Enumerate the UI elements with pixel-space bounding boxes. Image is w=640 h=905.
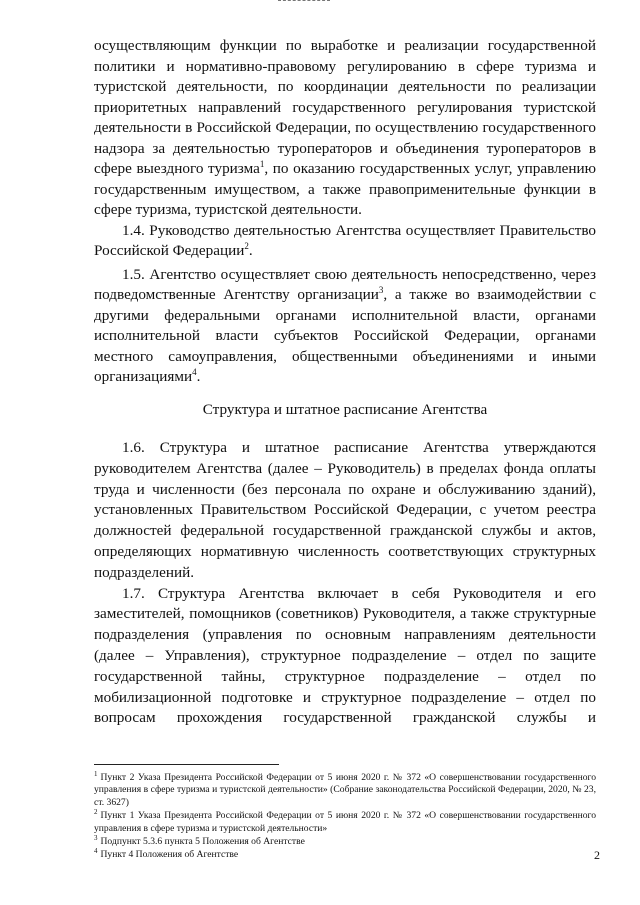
footnotes xyxy=(94,769,596,863)
body-text-top xyxy=(94,36,596,388)
para-1-5-line: исполнительной власти субъектов Российской Федерации, органами xyxy=(94,327,596,344)
para-1-5-part: , а также во взаимодействии с xyxy=(383,286,597,303)
intro-line: надзора за деятельностью туроператоров и объединения туроператоров в xyxy=(94,139,596,157)
para-1-7-line: (далее – Управления), структурное подразделение – отдел по защите xyxy=(94,646,596,664)
footnote-ref-4[interactable]: 4 xyxy=(192,366,197,377)
body-text-bottom xyxy=(94,438,596,729)
footnote-2 xyxy=(94,810,596,835)
footnote-ref-1[interactable]: 1 xyxy=(259,158,265,169)
footnote-ref-2[interactable]: 2 xyxy=(244,240,249,251)
footnote-ref-3[interactable]: 3 xyxy=(378,284,384,295)
footnote-text: Пункт 1 Указа Президента Российской Федерации от 5 июня 2020 г. № 372 «О совершенствовании государственного управления в сфере туризма и туристской деятельности» xyxy=(94,810,596,834)
para-1-5-line: другими федеральными органами исполнительной власти, органами xyxy=(94,306,596,324)
para-1-6-line: определяющих нормативную численность соответствующих структурных xyxy=(94,542,596,560)
intro-line-with-footnote xyxy=(94,159,596,180)
para-1-6-line: труда и численности (без персонала по охране и обслуживанию зданий), xyxy=(94,480,596,498)
intro-line-part: , по оказанию государственных услуг, управлению xyxy=(264,160,596,177)
footnote-3 xyxy=(94,833,596,848)
intro-line: политики и нормативно-правовому регулированию в сфере туризма и xyxy=(94,57,596,75)
para-1-4-line-with-footnote xyxy=(94,241,596,262)
para-1-5-line-with-footnote xyxy=(94,367,596,388)
para-1-4-part: Российской Федерации xyxy=(94,242,245,259)
para-1-6-line: руководителем Агентства (далее – Руководитель) в пределах фонда оплаты xyxy=(94,459,596,477)
section-heading: Структура и штатное расписание Агентства xyxy=(202,401,488,418)
para-1-7-line: мобилизационной подготовке и структурное подразделение – отдел по xyxy=(94,688,596,706)
para-1-6-line: установленных Правительством Российской Федерации, с учетом реестра xyxy=(94,501,596,519)
para-1-6-line: подразделений. xyxy=(94,563,195,581)
intro-line: туристской деятельности, по координации деятельности по реализации xyxy=(94,78,596,95)
footnote-number: 1 xyxy=(94,769,98,778)
intro-line: государственным имуществом, а также правоприменительные функции в xyxy=(94,180,596,198)
footnote-text: Пункт 4 Положения об Агентстве xyxy=(100,849,239,861)
para-1-7-line: заместителей, помощников (советников) Руководителя, а также структурные xyxy=(94,605,596,623)
para-1-5-part: подведомственные Агентству организации xyxy=(94,286,379,303)
para-1-7-line: государственной тайны, структурное подразделение – отдел по xyxy=(94,667,596,685)
para-1-5-line: местного самоуправления, общественными объединениями и иными xyxy=(94,347,596,365)
scan-top-mark xyxy=(278,0,330,3)
footnote-number: 4 xyxy=(94,847,98,856)
intro-line: деятельности в Российской Федерации, по осуществлению государственного xyxy=(94,119,596,136)
intro-line: сфере туризма, туристской деятельности. xyxy=(94,201,362,218)
footnote-text: Подпункт 5.3.6 пункта 5 Положения об Агентстве xyxy=(100,836,305,848)
para-1-4-end: . xyxy=(248,242,253,259)
footnote-4 xyxy=(94,849,596,861)
para-1-6-line: должностей федеральной государственной гражданской службы и актов, xyxy=(94,522,596,540)
para-1-5-line: 1.5. Агентство осуществляет свою деятельность непосредственно, через xyxy=(122,265,596,283)
footnote-text: Пункт 2 Указа Президента Российской Федерации от 5 июня 2020 г. № 372 «О совершенствовании государственного управления в сфере туризма и туристской деятельности» (Собрание законодательства Российской Федерации, 2020, № 23, ст. 3627) xyxy=(94,772,596,808)
page-number: 2 xyxy=(594,848,600,862)
para-1-5-end: . xyxy=(196,368,201,385)
para-1-4-line: 1.4. Руководство деятельностью Агентства осуществляет Правительство xyxy=(122,221,596,239)
footnote-number: 3 xyxy=(94,833,98,842)
para-1-5-part: организациями xyxy=(94,368,193,385)
para-1-7-line: 1.7. Структура Агентства включает в себя Руководителя и его xyxy=(122,584,596,602)
footnote-1 xyxy=(94,769,596,809)
para-1-6-line: 1.6. Структура и штатное расписание Агентства утверждаются xyxy=(122,439,596,456)
para-1-7-line: вопросам прохождения государственной гражданской службы и xyxy=(94,709,596,727)
intro-line-part: сфере выездного туризма xyxy=(94,160,260,177)
footnote-divider xyxy=(94,764,279,765)
intro-line: осуществляющим функции по выработке и реализации государственной xyxy=(94,37,596,54)
para-1-7-line: подразделения (управления по основным направлениям деятельности xyxy=(94,626,596,644)
para-1-5-line-with-footnote xyxy=(94,285,596,306)
footnote-number: 2 xyxy=(94,808,98,817)
intro-line: приоритетных направлений государственного регулирования туристской xyxy=(94,98,596,116)
